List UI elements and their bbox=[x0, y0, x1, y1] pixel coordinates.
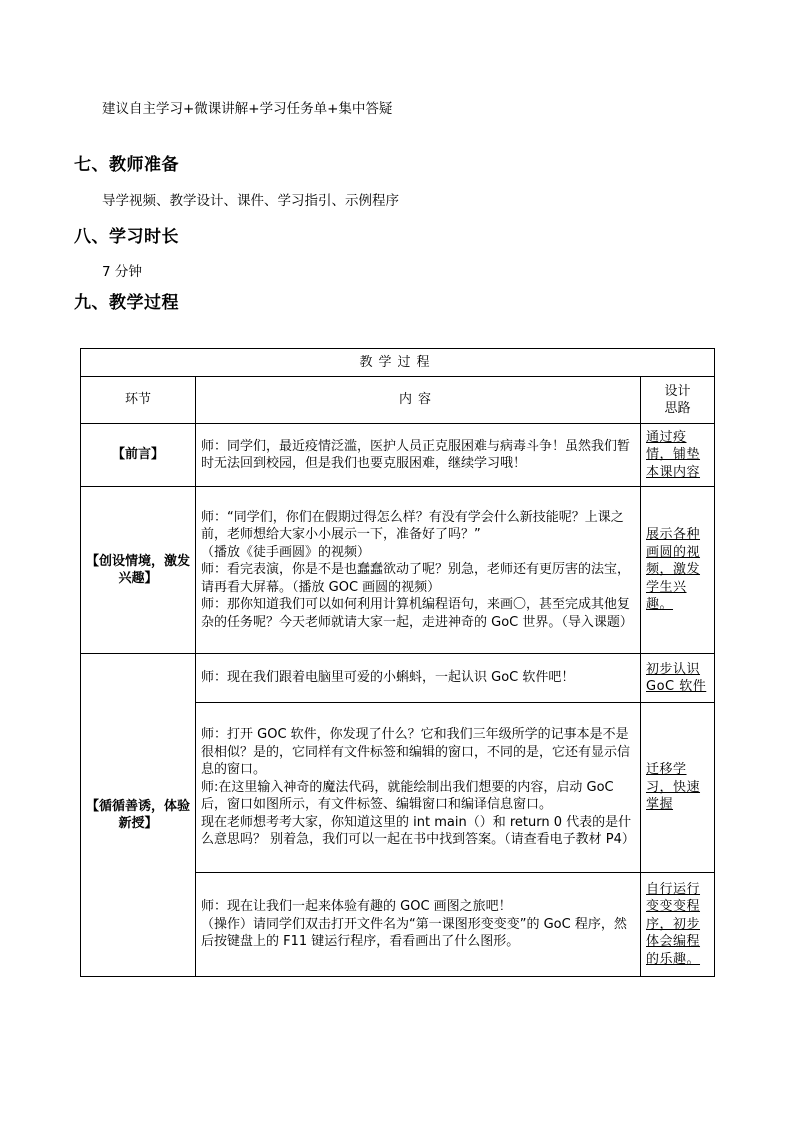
content-cell bbox=[196, 873, 641, 977]
table-row bbox=[81, 654, 715, 703]
content-line: 师：现在让我们一起来体验有趣的 GOC 画图之旅吧！ bbox=[201, 899, 512, 915]
content-line: 师：打开 GOC 软件，你发现了什么？它和我们三年级所学的记事本是不是很相似？是的，它同样有文件标签和编辑的窗口，不同的是，它还有显示信息的窗口。 bbox=[201, 727, 631, 778]
section-heading-process: 九、教学过程 bbox=[74, 293, 179, 313]
header-idea bbox=[641, 377, 715, 424]
idea-cell: 迁移学习，快速掌握 bbox=[641, 703, 715, 873]
section-heading-teacher-prep: 七、教师准备 bbox=[74, 155, 179, 175]
header-content: 内容 bbox=[196, 377, 641, 424]
content-cell bbox=[196, 487, 641, 654]
content-cell: 师：现在我们跟着电脑里可爱的小蝌蚪，一起认识 GoC 软件吧！ bbox=[196, 654, 641, 703]
idea-cell: 展示各种画圆的视频，激发学生兴趣。 bbox=[641, 487, 715, 654]
header-idea-line2: 思路 bbox=[664, 401, 691, 416]
table-row bbox=[81, 424, 715, 487]
content-line: 师：“同学们，你们在假期过得怎么样？有没有学会什么新技能呢？上课之前，老师想给大家小小展示一下，准备好了吗？” bbox=[201, 509, 624, 543]
table-header-row bbox=[81, 377, 715, 424]
teaching-process-table bbox=[80, 348, 715, 977]
content-line: 现在老师想考考大家，你知道这里的 int main（）和 return 0 代表的是什么意思吗？ 别着急，我们可以一起在书中找到答案。（请查看电子教材 P4） bbox=[201, 814, 635, 848]
section-heading-duration: 八、学习时长 bbox=[74, 227, 179, 247]
stage-cell: 【创设情境，激发兴趣】 bbox=[81, 487, 196, 654]
content-cell bbox=[196, 703, 641, 873]
table-row bbox=[81, 487, 715, 654]
idea-cell: 自行运行变变变程序，初步体会编程的乐趣。 bbox=[641, 873, 715, 977]
stage-cell: 【循循善诱，体验新授】 bbox=[81, 654, 196, 977]
stage-cell: 【前言】 bbox=[81, 424, 196, 487]
header-stage: 环节 bbox=[81, 377, 196, 424]
duration-text: 7 分钟 bbox=[102, 264, 142, 280]
table-title: 教学过程 bbox=[81, 349, 715, 377]
teacher-prep-text: 导学视频、教学设计、课件、学习指引、示例程序 bbox=[102, 193, 399, 209]
header-idea-line1: 设计 bbox=[664, 383, 691, 399]
content-cell: 师：同学们，最近疫情泛滥，医护人员正克服困难与病毒斗争！虽然我们暂时无法回到校园，但是我们也要克服困难，继续学习哦！ bbox=[196, 424, 641, 487]
idea-cell: 通过疫情，铺垫本课内容 bbox=[641, 424, 715, 487]
idea-cell: 初步认识GoC 软件 bbox=[641, 654, 715, 703]
content-line: 师：那你知道我们可以如何利用计算机编程语句，来画〇，甚至完成其他复杂的任务呢？今天老师就请大家一起，走进神奇的 GoC 世界。（导入课题） bbox=[201, 597, 633, 630]
teaching-method-line: 建议自主学习+微课讲解+学习任务单+集中答疑 bbox=[102, 101, 393, 117]
table-title-row bbox=[81, 349, 715, 377]
content-line: （播放《徒手画圆》的视频） bbox=[201, 544, 371, 560]
content-line: 师:在这里输入神奇的魔法代码，就能绘制出我们想要的内容，启动 GoC 后，窗口如图所示，有文件标签、编辑窗口和编译信息窗口。 bbox=[201, 779, 614, 813]
content-line: 师：看完表演，你是不是也蠢蠢欲动了呢？别急，老师还有更厉害的法宝，请再看大屏幕。（播放 GOC 画圆的视频） bbox=[201, 562, 631, 595]
content-line: （操作）请同学们双击打开文件名为“第一课图形变变变”的 GoC 程序，然后按键盘上的 F11 键运行程序，看看画出了什么图形。 bbox=[201, 916, 627, 950]
